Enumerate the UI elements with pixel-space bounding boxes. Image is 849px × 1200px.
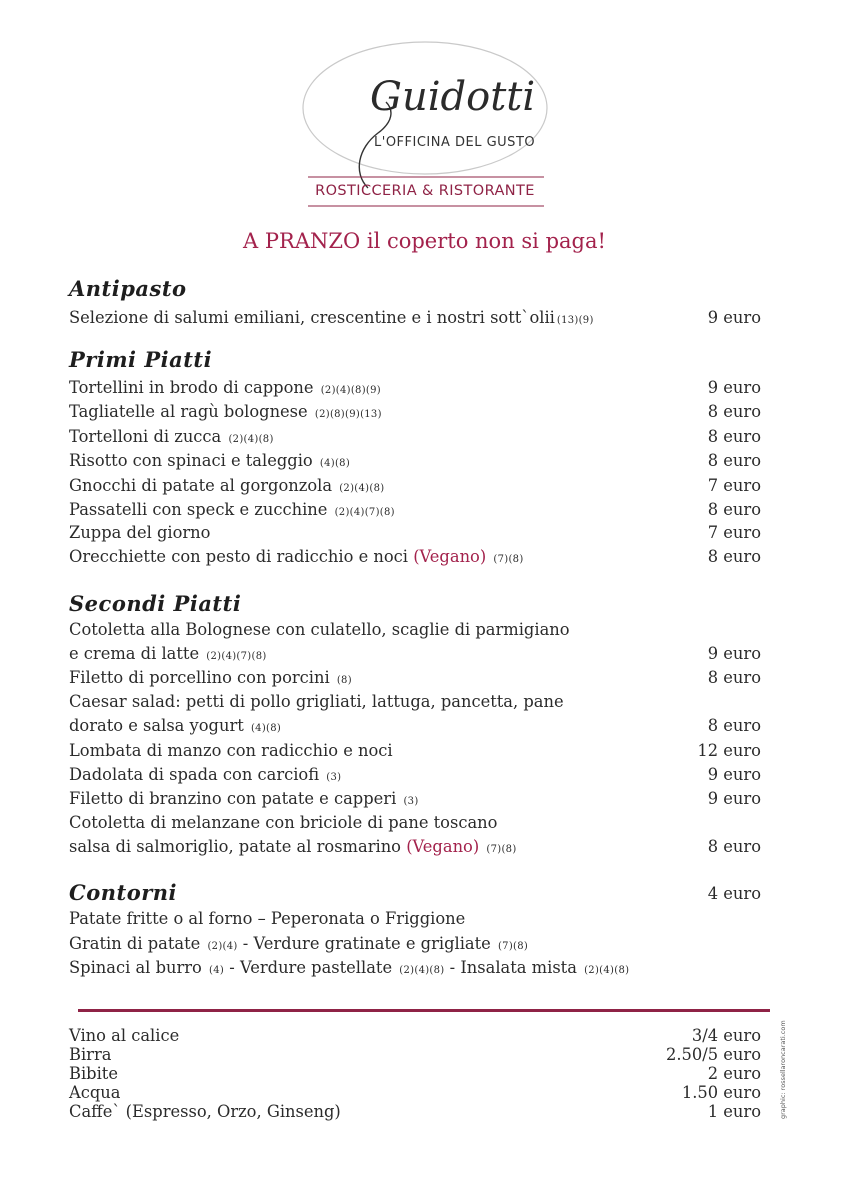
menu-item: Risotto con spinaci e taleggio (4)(8) 8 euro	[69, 451, 761, 470]
lunch-tagline: A PRANZO il coperto non si paga!	[243, 229, 606, 253]
menu-item-line: Cotoletta di melanzane con briciole di pane toscano	[69, 813, 498, 832]
menu-item-line: Cotoletta alla Bolognese con culatello, scaglie di parmigiano	[69, 620, 570, 639]
drinks-divider	[78, 1009, 770, 1012]
menu-item: Tagliatelle al ragù bolognese (2)(8)(9)(13) 8 euro	[69, 402, 761, 421]
menu-item: Gnocchi di patate al gorgonzola (2)(4)(8) 7 euro	[69, 476, 761, 495]
drink-row: Bibite 2 euro	[69, 1064, 761, 1083]
logo-subtitle: L'OFFICINA DEL GUSTO	[374, 135, 536, 150]
menu-item: Tortelloni di zucca (2)(4)(8) 8 euro	[69, 427, 761, 446]
menu-item: Filetto di branzino con patate e capperi (3) 9 euro	[69, 789, 761, 808]
vegan-tag: (Vegano)	[413, 547, 487, 566]
vegan-tag: (Vegano)	[406, 837, 480, 856]
menu-item: Tortellini in brodo di cappone (2)(4)(8)(9) 9 euro	[69, 378, 761, 397]
menu-item: dorato e salsa yogurt (4)(8) 8 euro	[69, 716, 761, 735]
contorni-line: Spinaci al burro (4) - Verdure pastellate (2)(4)(8) - Insalata mista (2)(4)(8)	[69, 958, 630, 977]
restaurant-logo	[298, 38, 552, 220]
menu-item: Selezione di salumi emiliani, crescentine e i nostri sott`olii (13)(9) 9 euro	[69, 308, 761, 327]
section-title-secondi: Secondi Piatti	[69, 591, 242, 616]
drink-row: Acqua 1.50 euro	[69, 1083, 761, 1102]
menu-item: Lombata di manzo con radicchio e noci 12 euro	[69, 741, 761, 760]
contorni-line: Gratin di patate (2)(4) - Verdure gratinate e grigliate (7)(8)	[69, 934, 529, 953]
drink-row: Vino al calice 3/4 euro	[69, 1026, 761, 1045]
graphic-credit: graphic: rossellaroncarati.com	[779, 1020, 787, 1119]
menu-item: e crema di latte (2)(4)(7)(8) 9 euro	[69, 644, 761, 663]
section-title-primi: Primi Piatti	[69, 347, 213, 372]
menu-item: Zuppa del giorno 7 euro	[69, 523, 761, 542]
menu-item: Passatelli con speck e zucchine (2)(4)(7)(8) 8 euro	[69, 500, 761, 519]
logo-category: ROSTICCERIA & RISTORANTE	[315, 183, 535, 199]
section-title-contorni: Contorni	[69, 880, 178, 905]
section-title-antipasto: Antipasto	[69, 276, 187, 301]
drink-row: Caffe` (Espresso, Orzo, Ginseng) 1 euro	[69, 1102, 761, 1121]
menu-item: Dadolata di spada con carciofi (3) 9 euro	[69, 765, 761, 784]
drink-row: Birra 2.50/5 euro	[69, 1045, 761, 1064]
menu-item: Orecchiette con pesto di radicchio e noci (Vegano) (7)(8) 8 euro	[69, 547, 761, 566]
menu-item: salsa di salmoriglio, patate al rosmarino (Vegano) (7)(8) 8 euro	[69, 837, 761, 856]
contorni-line: Patate fritte o al forno – Peperonata o Friggione	[69, 909, 466, 928]
logo-script-name: Guidotti	[370, 74, 536, 120]
contorni-price-row: 4 euro	[707, 884, 761, 903]
menu-item-line: Caesar salad: petti di pollo grigliati, lattuga, pancetta, pane	[69, 692, 564, 711]
menu-item: Filetto di porcellino con porcini (8) 8 euro	[69, 668, 761, 687]
